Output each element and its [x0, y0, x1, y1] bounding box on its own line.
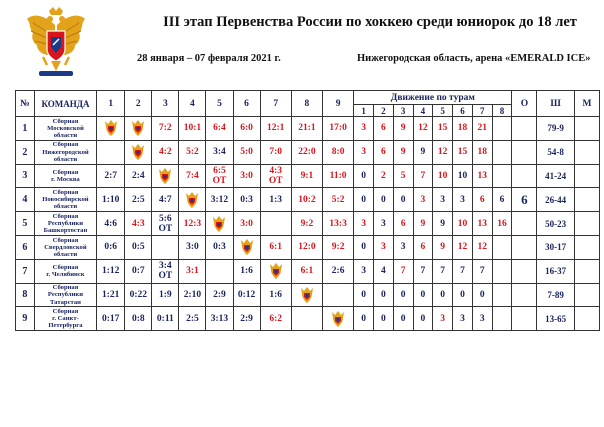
tour-points	[492, 307, 512, 331]
match-score: 7:2	[152, 117, 179, 141]
tour-points: 10	[453, 212, 473, 236]
tour-points: 12	[453, 235, 473, 259]
match-score: 1:6	[233, 259, 260, 283]
match-score: 0:5	[125, 235, 152, 259]
overtime-mark: ОТ	[212, 175, 227, 186]
table-row	[16, 117, 600, 141]
tour-points: 15	[433, 117, 453, 141]
col-header-opp-9: 9	[323, 91, 354, 117]
team-name-line: Петербурга	[48, 322, 83, 330]
table-row	[16, 283, 600, 307]
match-score: 0:3	[233, 188, 260, 212]
standings-body	[16, 117, 600, 331]
match-score: 13:3	[323, 212, 354, 236]
tour-points: 10	[433, 164, 453, 188]
tour-points: 7	[472, 259, 492, 283]
match-score: 10:1	[179, 117, 206, 141]
team-name	[34, 283, 96, 307]
table-row	[16, 188, 600, 212]
place	[574, 283, 599, 307]
match-score: 1:9	[152, 283, 179, 307]
match-score: 7:0	[260, 140, 291, 164]
match-score: 0:7	[125, 259, 152, 283]
match-score: 12:3	[179, 212, 206, 236]
match-score: 5:2	[323, 188, 354, 212]
tour-points: 6	[492, 188, 512, 212]
tour-points: 13	[472, 212, 492, 236]
score-value: 6:5	[213, 165, 226, 176]
place	[574, 188, 599, 212]
tour-points	[492, 283, 512, 307]
tour-points: 3	[433, 188, 453, 212]
team-name-line: Сборная	[52, 307, 79, 315]
col-header-tours: Движение по турам	[354, 91, 512, 105]
row-number: 7	[16, 259, 35, 283]
tour-points: 7	[433, 259, 453, 283]
tour-points: 9	[413, 212, 433, 236]
tour-points: 0	[453, 283, 473, 307]
match-score: 0:3	[206, 235, 233, 259]
overtime-mark: ОТ	[158, 271, 173, 282]
team-name	[34, 307, 96, 331]
match-score: 2:9	[206, 283, 233, 307]
tour-points: 9	[413, 140, 433, 164]
score-value: 4:3	[269, 165, 283, 176]
goal-difference: 54-8	[537, 140, 574, 164]
col-header-m: М	[574, 91, 599, 117]
tour-points: 9	[433, 235, 453, 259]
match-score: 4:3	[125, 212, 152, 236]
row-number: 8	[16, 283, 35, 307]
tour-points	[492, 117, 512, 141]
tour-points: 12	[433, 140, 453, 164]
match-score: 12:1	[260, 117, 291, 141]
total-points: 6	[512, 188, 537, 212]
row-number: 9	[16, 307, 35, 331]
tour-points: 3	[472, 307, 492, 331]
tour-points: 0	[354, 307, 374, 331]
place	[574, 259, 599, 283]
col-header-opp-1: 1	[97, 91, 125, 117]
col-header-no: №	[16, 91, 35, 117]
match-score: 4:7	[152, 188, 179, 212]
match-score: 6:0	[233, 117, 260, 141]
tour-points: 3	[413, 188, 433, 212]
self-match-seal-icon	[323, 307, 354, 331]
team-name	[34, 164, 96, 188]
team-name-line: Татарстан	[49, 298, 81, 306]
goal-difference: 79-9	[537, 117, 574, 141]
team-name-line: области	[53, 203, 78, 211]
tour-points: 0	[374, 188, 394, 212]
match-score: 12:0	[291, 235, 322, 259]
tour-points: 0	[472, 283, 492, 307]
col-header-tour-3: 3	[393, 105, 413, 117]
col-header-tour-4: 4	[413, 105, 433, 117]
row-number: 1	[16, 117, 35, 141]
tour-points	[492, 235, 512, 259]
total-points	[512, 307, 537, 331]
match-score: 6:4	[206, 117, 233, 141]
tour-points: 6	[374, 117, 394, 141]
match-score: 2:7	[97, 164, 125, 188]
goal-difference: 50-23	[537, 212, 574, 236]
event-dates: 28 января – 07 февраля 2021 г.	[137, 53, 281, 64]
match-score: 6:2	[260, 307, 291, 331]
match-score	[206, 259, 233, 283]
match-score: 9:2	[291, 212, 322, 236]
row-number: 6	[16, 235, 35, 259]
match-score: 5:2	[179, 140, 206, 164]
team-name	[34, 188, 96, 212]
match-score: 2:4	[125, 164, 152, 188]
place	[574, 140, 599, 164]
match-score: 5:0	[233, 140, 260, 164]
total-points	[512, 117, 537, 141]
page-title: III этап Первенства России по хоккею среди юниорок до 18 лет	[163, 14, 577, 30]
tour-points: 3	[393, 235, 413, 259]
tour-points: 3	[354, 259, 374, 283]
team-name-line: Московской	[47, 124, 84, 132]
team-name-line: Республики	[47, 291, 84, 299]
match-score: 6:1	[260, 235, 291, 259]
total-points	[512, 283, 537, 307]
total-points	[512, 235, 537, 259]
match-score	[97, 140, 125, 164]
self-match-seal-icon	[233, 235, 260, 259]
team-name-line: г. Челябинск	[46, 271, 85, 279]
self-match-seal-icon	[260, 259, 291, 283]
total-points	[512, 212, 537, 236]
team-name-line: Сборная	[52, 168, 79, 176]
match-score: 0:12	[233, 283, 260, 307]
team-name-line: Новосибирской	[42, 196, 89, 204]
overtime-mark: ОТ	[268, 175, 283, 186]
match-score	[152, 212, 179, 236]
tour-points: 3	[374, 212, 394, 236]
tour-points: 0	[413, 283, 433, 307]
tour-points: 0	[393, 188, 413, 212]
row-number: 2	[16, 140, 35, 164]
team-name	[34, 140, 96, 164]
tour-points: 3	[354, 140, 374, 164]
self-match-seal-icon	[125, 117, 152, 141]
tour-points: 6	[472, 188, 492, 212]
team-name-line: г. Санкт-	[52, 315, 79, 323]
team-name-line: Республики	[47, 219, 84, 227]
table-row	[16, 235, 600, 259]
match-score: 1:3	[260, 188, 291, 212]
tour-points: 13	[472, 164, 492, 188]
team-name	[34, 117, 96, 141]
tour-points	[492, 259, 512, 283]
tour-points: 7	[413, 259, 433, 283]
table-row	[16, 307, 600, 331]
match-score: 3:0	[179, 235, 206, 259]
col-header-opp-7: 7	[260, 91, 291, 117]
col-header-opp-6: 6	[233, 91, 260, 117]
table-row	[16, 140, 600, 164]
goal-difference: 30-17	[537, 235, 574, 259]
standings-table	[15, 90, 600, 331]
match-score: 7:4	[179, 164, 206, 188]
row-number: 4	[16, 188, 35, 212]
col-header-tour-6: 6	[453, 105, 473, 117]
match-score: 2:5	[125, 188, 152, 212]
tour-points: 0	[354, 235, 374, 259]
match-score: 2:9	[233, 307, 260, 331]
team-name-line: Нижегородской	[42, 148, 89, 156]
tour-points: 12	[413, 117, 433, 141]
team-name-line: области	[53, 250, 78, 258]
match-score	[260, 164, 291, 188]
place	[574, 235, 599, 259]
tour-points: 9	[433, 212, 453, 236]
team-name-line: Сборная	[52, 263, 79, 271]
tour-points: 7	[393, 259, 413, 283]
place	[574, 307, 599, 331]
total-points	[512, 164, 537, 188]
event-venue: Нижегородская область, арена «EMERALD ICE»	[357, 53, 591, 64]
match-score: 11:0	[323, 164, 354, 188]
tour-points: 18	[453, 117, 473, 141]
tour-points: 7	[413, 164, 433, 188]
match-score	[152, 259, 179, 283]
team-name-line: области	[53, 132, 78, 139]
match-score: 1:6	[260, 283, 291, 307]
self-match-seal-icon	[206, 212, 233, 236]
match-score: 8:0	[323, 140, 354, 164]
match-score: 21:1	[291, 117, 322, 141]
tour-points: 10	[453, 164, 473, 188]
team-name	[34, 235, 96, 259]
col-header-opp-5: 5	[206, 91, 233, 117]
self-match-seal-icon	[152, 164, 179, 188]
tour-points: 3	[453, 307, 473, 331]
match-score: 0:8	[125, 307, 152, 331]
col-header-opp-8: 8	[291, 91, 322, 117]
team-name	[34, 259, 96, 283]
tour-points: 3	[354, 117, 374, 141]
match-score: 1:21	[97, 283, 125, 307]
table-row	[16, 212, 600, 236]
goal-difference: 26-44	[537, 188, 574, 212]
match-score	[152, 235, 179, 259]
header-row	[16, 91, 600, 105]
match-score: 3:4	[206, 140, 233, 164]
tour-points: 3	[354, 212, 374, 236]
match-score	[206, 164, 233, 188]
match-score: 4:2	[152, 140, 179, 164]
match-score: 3:0	[233, 164, 260, 188]
col-header-opp-3: 3	[152, 91, 179, 117]
team-name-line: Сборная	[52, 212, 79, 220]
team-name-line: области	[53, 155, 78, 163]
self-match-seal-icon	[291, 283, 322, 307]
match-score: 6:1	[291, 259, 322, 283]
place	[574, 164, 599, 188]
tour-points: 18	[472, 140, 492, 164]
match-score	[291, 307, 322, 331]
match-score: 3:1	[179, 259, 206, 283]
goal-difference: 7-89	[537, 283, 574, 307]
tour-points: 15	[453, 140, 473, 164]
tour-points: 0	[393, 283, 413, 307]
col-header-tour-1: 1	[354, 105, 374, 117]
col-header-tour-2: 2	[374, 105, 394, 117]
tour-points: 5	[393, 164, 413, 188]
goal-difference: 13-65	[537, 307, 574, 331]
team-name-line: Сборная	[52, 141, 79, 149]
tour-points: 4	[374, 259, 394, 283]
row-number: 3	[16, 164, 35, 188]
match-score: 0:22	[125, 283, 152, 307]
federation-logo	[25, 5, 87, 85]
team-name-line: г. Москва	[51, 175, 80, 183]
tour-points: 3	[433, 307, 453, 331]
overtime-mark: ОТ	[158, 223, 173, 234]
tour-points: 0	[393, 307, 413, 331]
tour-points: 0	[354, 164, 374, 188]
match-score: 2:10	[179, 283, 206, 307]
tour-points: 2	[374, 164, 394, 188]
table-row	[16, 164, 600, 188]
team-name-line: Сборная	[52, 236, 79, 244]
self-match-seal-icon	[97, 117, 125, 141]
tour-points	[492, 164, 512, 188]
tour-points: 9	[393, 140, 413, 164]
tour-points: 0	[354, 188, 374, 212]
col-header-o: О	[512, 91, 537, 117]
tour-points: 9	[393, 117, 413, 141]
score-value: 3:4	[159, 261, 172, 272]
col-header-tour-7: 7	[472, 105, 492, 117]
goal-difference: 16-37	[537, 259, 574, 283]
match-score: 9:1	[291, 164, 322, 188]
tour-points: 16	[492, 212, 512, 236]
match-score: 3:0	[233, 212, 260, 236]
match-score	[323, 283, 354, 307]
table-row	[16, 259, 600, 283]
tour-points: 0	[354, 283, 374, 307]
match-score: 9:2	[323, 235, 354, 259]
goal-difference: 41-24	[537, 164, 574, 188]
eagle-emblem-icon	[27, 7, 85, 76]
tour-points: 0	[433, 283, 453, 307]
match-score	[260, 212, 291, 236]
tour-points: 6	[413, 235, 433, 259]
place	[574, 212, 599, 236]
col-header-team: КОМАНДА	[34, 91, 96, 117]
tour-points: 6	[393, 212, 413, 236]
match-score: 10:2	[291, 188, 322, 212]
self-match-seal-icon	[125, 140, 152, 164]
tour-points: 3	[453, 188, 473, 212]
match-score: 2:6	[323, 259, 354, 283]
match-score: 22:0	[291, 140, 322, 164]
row-number: 5	[16, 212, 35, 236]
tour-points: 6	[374, 140, 394, 164]
match-score: 0:11	[152, 307, 179, 331]
match-score: 17:0	[323, 117, 354, 141]
total-points	[512, 140, 537, 164]
score-value: 5:6	[159, 213, 172, 224]
team-name-line: Свердловской	[44, 243, 87, 251]
match-score: 0:6	[97, 235, 125, 259]
team-name-line: Башкортостан	[43, 227, 88, 235]
col-header-tour-5: 5	[433, 105, 453, 117]
tour-points: 0	[374, 283, 394, 307]
col-header-w: Ш	[537, 91, 574, 117]
tour-points: 21	[472, 117, 492, 141]
match-score: 1:10	[97, 188, 125, 212]
team-name-line: Сборная	[52, 188, 79, 196]
match-score: 3:13	[206, 307, 233, 331]
tour-points	[492, 140, 512, 164]
tour-points: 0	[413, 307, 433, 331]
team-name-line: Сборная	[52, 284, 79, 292]
match-score: 2:5	[179, 307, 206, 331]
match-score: 4:6	[97, 212, 125, 236]
tour-points: 7	[453, 259, 473, 283]
tour-points: 12	[472, 235, 492, 259]
col-header-opp-2: 2	[125, 91, 152, 117]
self-match-seal-icon	[179, 188, 206, 212]
match-score: 0:17	[97, 307, 125, 331]
tour-points: 0	[374, 307, 394, 331]
match-score: 3:12	[206, 188, 233, 212]
col-header-tour-8: 8	[492, 105, 512, 117]
total-points	[512, 259, 537, 283]
match-score: 1:12	[97, 259, 125, 283]
place	[574, 117, 599, 141]
tour-points: 3	[374, 235, 394, 259]
team-name-line: Сборная	[52, 117, 79, 125]
col-header-opp-4: 4	[179, 91, 206, 117]
team-name	[34, 212, 96, 236]
